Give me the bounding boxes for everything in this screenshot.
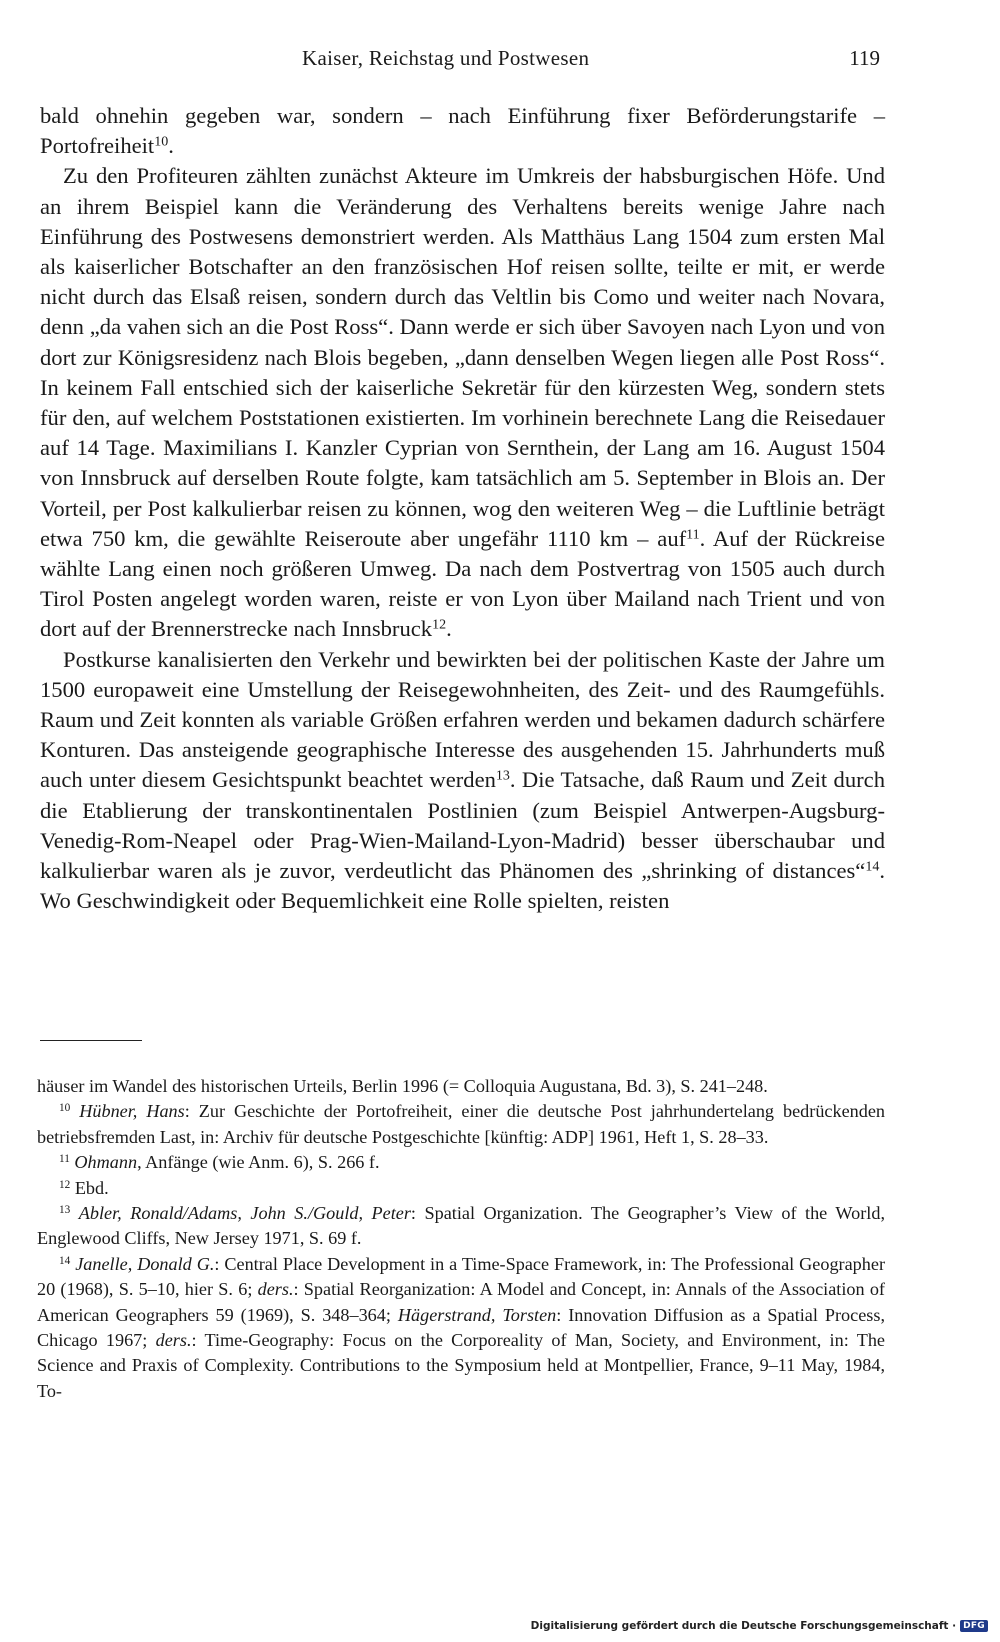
footnote-14 <box>37 1252 885 1404</box>
footnote-author: Janelle, Donald G. <box>75 1253 215 1274</box>
footnote-11 <box>37 1150 885 1175</box>
footnote-13 <box>37 1201 885 1252</box>
footnote-number: 11 <box>59 1153 70 1166</box>
paragraph-2 <box>40 161 885 644</box>
footnote-text: : Innovation Diffusion as a Spatial Process, Chicago 1967; <box>37 1304 885 1351</box>
footnote-ref-13[interactable]: 13 <box>495 768 510 784</box>
footnote-text: Ebd. <box>74 1177 109 1198</box>
digitization-footer <box>531 1620 988 1632</box>
dfg-logo: DFG <box>960 1620 988 1632</box>
footnote-author: ders. <box>257 1279 294 1300</box>
footnote-continuation: häuser im Wandel des historischen Urteils, Berlin 1996 (= Colloquia Augustana, Bd. 3), S. 241–248. <box>37 1076 768 1096</box>
footnotes <box>37 1074 885 1404</box>
footnote-ref-11[interactable]: 11 <box>686 527 700 543</box>
text-run: Zu den Profiteuren zählten zunächst Akteure im Umkreis der habsburgischen Höfe. Und an ihrem Beispiel kann die Veränderung des Verhaltens bereits wenige Jahre nach Einführung des Postwesens demonstriert werden. Als Matthäus Lang 1504 zum ersten Mal als kaiserlicher Botschafter an den französischen Hof reisen sollte, teilte er mit, er werde nicht durch das Elsaß reisen, sondern durch das Veltlin bis Como und weiter nach Novara, denn „da vahen sich an die Post Ross“. Dann werde er sich über Savoyen nach Lyon und von dort zur Königsresidenz nach Blois begeben, „dann denselben Wegen liegen alle Post Ross“. In keinem Fall entschied sich der kaiserliche Sekretär für den kürzesten Weg, sondern stets für den, auf welchem Poststationen existierten. Im vorhinein berechnete Lang die Reisedauer auf 14 Tage. Maximilians I. Kanzler Cyprian von Sernthein, der Lang am 16. August 1504 von Innsbruck auf derselben Route folgte, kam tatsächlich am 5. September in Blois an. Der Vorteil, per Post kalkulierbar reisen zu können, wog den weiteren Weg – die Luftlinie beträgt etwa 750 km, die gewählte Reiseroute aber ungefähr 1110 km – auf <box>40 163 885 551</box>
page-number: 119 <box>849 46 880 70</box>
footnote-separator <box>40 1040 142 1041</box>
text-run: . Wo Geschwindigkeit oder Bequemlichkeit eine Rolle spielten, reisten <box>40 858 885 914</box>
footnote-ref-10[interactable]: 10 <box>154 134 169 150</box>
footnote-number: 10 <box>59 1102 71 1115</box>
footnote-text: : Zur Geschichte der Portofreiheit, einer die deutsche Post jahrhundertelang bedrückenden betriebsfremden Last, in: Archiv für deutsche Postgeschichte [künftig: ADP] 1961, Heft 1, S. 28–33. <box>37 1101 886 1147</box>
running-title: Kaiser, Reichstag und Postwesen <box>302 46 590 70</box>
footnote-10 <box>37 1099 885 1150</box>
footnote-number: 14 <box>59 1254 71 1267</box>
footnote-text: : Time-Geography: Focus on the Corporeality of Man, Society, and Environment, in: The Science and Praxis of Complexity. Contributions to the Symposium held at Montpellier, France, 9–11 May, 1984, To- <box>37 1330 885 1401</box>
footnote-author: Hägerstrand, Torsten <box>397 1304 557 1325</box>
footnote-number: 12 <box>59 1178 71 1191</box>
footnote-author: Abler, Ronald/Adams, John S./Gould, Peter <box>78 1203 411 1224</box>
text-run: . <box>446 616 452 642</box>
footnote-text: , Anfänge (wie Anm. 6), S. 266 f. <box>137 1152 380 1173</box>
footnote-number: 13 <box>59 1203 71 1216</box>
text-run: bald ohnehin gegeben war, sondern – nach Einführung fixer Beförderungstarife – Portofreiheit <box>40 103 885 159</box>
footnote-author: ders. <box>155 1330 192 1351</box>
page-header <box>40 46 880 76</box>
footnote-ref-12[interactable]: 12 <box>432 617 447 633</box>
text-run: . <box>168 133 174 159</box>
paragraph-3 <box>40 645 885 917</box>
paragraph-1 <box>40 101 885 161</box>
footnote-author: Hübner, Hans <box>79 1101 185 1122</box>
footnote-ref-14[interactable]: 14 <box>865 859 880 875</box>
footnote-text: : Spatial Reorganization: A Model and Concept, in: Annals of the Association of American Geographers 59 (1969), S. 348–364; <box>37 1279 885 1325</box>
text-run: . Auf der Rückreise wählte Lang einen noch größeren Umweg. Da nach dem Postvertrag von 1505 auch durch Tirol Posten angelegt worden waren, reiste er von Lyon über Mailand nach Trient und von dort auf der Brennerstrecke nach Innsbruck <box>40 525 885 642</box>
body-text <box>40 101 885 916</box>
footnote-text: : Spatial Organization. The Geographer’s View of the World, Englewood Cliffs, New Jersey 1971, S. 69 f. <box>37 1203 885 1249</box>
footnote-author: Ohmann <box>74 1152 138 1173</box>
footnote-text: : Central Place Development in a Time-Space Framework, in: The Professional Geographer 20 (1968), S. 5–10, hier S. 6; <box>37 1253 885 1300</box>
text-run: . Die Tatsache, daß Raum und Zeit durch die Etablierung der transkontinentalen Postlinien (zum Beispiel Antwerpen-Augsburg-Venedig-Rom-Neapel oder Prag-Wien-Mailand-Lyon-Madrid) besser überschaubar und kalkulierbar waren als je zuvor, verdeutlicht das Phänomen des „shrinking of distances“ <box>40 767 885 884</box>
footnote-12 <box>37 1176 885 1201</box>
text-run: Postkurse kanalisierten den Verkehr und bewirkten bei der politischen Kaste der Jahre um 1500 europaweit eine Umstellung der Reisegewohnheiten, des Zeit- und des Raumgefühls. Raum und Zeit konnten als variable Größen erfahren werden und bekamen dadurch schärfere Konturen. Das ansteigende geographische Interesse des ausgehenden 15. Jahrhunderts muß auch unter diesem Gesichtspunkt beachtet werden <box>40 646 885 793</box>
digitization-note: Digitalisierung gefördert durch die Deutsche Forschungsgemeinschaft · <box>530 1620 957 1632</box>
